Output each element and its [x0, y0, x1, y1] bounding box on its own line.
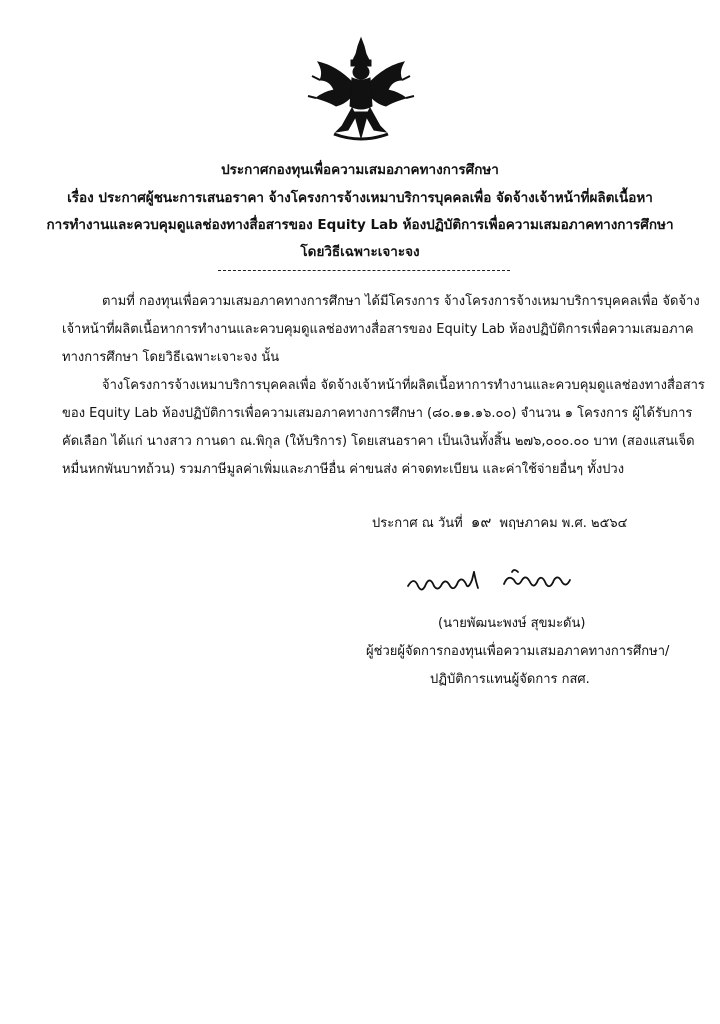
paragraph-1-line-2: เจ้าหน้าที่ผลิตเนื้อหาการทำงานและควบคุมดูแลช่องทางสื่อสารของ Equity Lab ห้องปฏิบัติการเพื่อความเสมอภาค: [62, 322, 694, 337]
announce-date-prefix: ประกาศ ณ วันที่: [372, 516, 463, 531]
signature-image: [404, 566, 574, 600]
announce-date: [372, 510, 628, 534]
paragraph-2-line-1: จ้างโครงการจ้างเหมาบริการบุคคลเพื่อ จัดจ้างเจ้าหน้าที่ผลิตเนื้อหาการทำงานและควบคุมดูแลช่องทางสื่อสาร: [102, 378, 705, 393]
signatory-name: (นายพัฒนะพงษ์ สุขมะดัน): [438, 616, 586, 631]
announcement-org-line: ประกาศกองทุนเพื่อความเสมอภาคทางการศึกษา: [221, 162, 499, 178]
signatory-position-line-2: ปฏิบัติการแทนผู้จัดการ กสศ.: [430, 672, 590, 687]
subject-line-3: โดยวิธีเฉพาะเจาะจง: [300, 244, 420, 260]
paragraph-2-line-3: คัดเลือก ได้แก่ นางสาว กานดา ณ.พิกุล (ให้บริการ) โดยเสนอราคา เป็นเงินทั้งสิ้น ๒๗๖,๐๐๐.๐๐ บาท (สองแสนเจ็ด: [62, 434, 695, 449]
subject-line-2: การทำงานและควบคุมดูแลช่องทางสื่อสารของ Equity Lab ห้องปฏิบัติการเพื่อความเสมอภาคทางการศึกษา: [46, 217, 674, 233]
announce-date-day: ๑๙: [470, 513, 492, 531]
paragraph-2-line-4: หมื่นหกพันบาทถ้วน) รวมภาษีมูลค่าเพิ่มและภาษีอื่น ค่าขนส่ง ค่าจดทะเบียน และค่าใช้จ่ายอื่นๆ ทั้งปวง: [62, 462, 625, 477]
paragraph-2-line-2: ของ Equity Lab ห้องปฏิบัติการเพื่อความเสมอภาคทางการศึกษา (๘๐.๑๑.๑๖.๐๐) จำนวน ๑ โครงการ ผู้ได้รับการ: [62, 406, 693, 421]
garuda-emblem-icon: [306, 36, 416, 144]
signatory-position-line-1: ผู้ช่วยผู้จัดการกองทุนเพื่อความเสมอภาคทางการศึกษา/: [366, 644, 670, 659]
subject-line-1: เรื่อง ประกาศผู้ชนะการเสนอราคา จ้างโครงการจ้างเหมาบริการบุคคลเพื่อ จัดจ้างเจ้าหน้าที่ผลิตเนื้อหา: [67, 190, 653, 206]
paragraph-1-line-1: ตามที่ กองทุนเพื่อความเสมอภาคทางการศึกษา ได้มีโครงการ จ้างโครงการจ้างเหมาบริการบุคคลเพื่อ จัดจ้าง: [102, 294, 700, 309]
separator-line: [218, 270, 510, 271]
paragraph-1-line-3: ทางการศึกษา โดยวิธีเฉพาะเจาะจง นั้น: [62, 350, 280, 365]
announce-date-month-year: พฤษภาคม พ.ศ. ๒๕๖๔: [499, 516, 628, 531]
